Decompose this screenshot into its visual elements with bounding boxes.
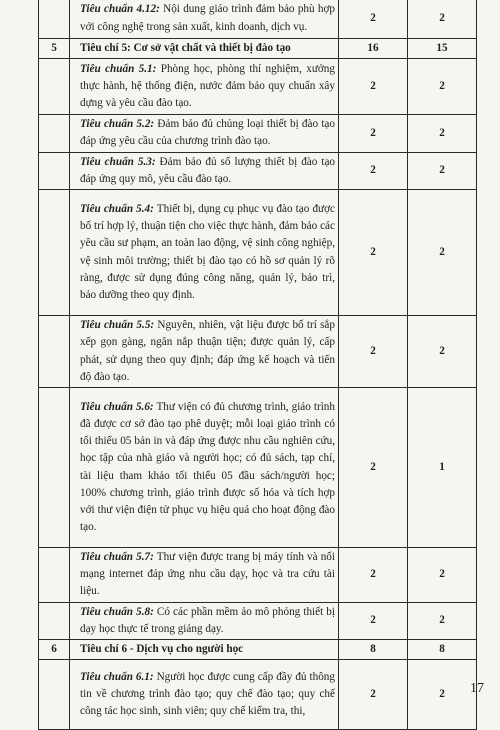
standard-row <box>39 0 477 39</box>
standard-text: Phòng học, phòng thí nghiệm, xưởng thực hành, hệ thống điện, nước đảm bảo quy chuẩn xây dựng và yêu cầu đào tạo. <box>80 62 335 110</box>
row-number <box>39 548 70 603</box>
criterion-title-text: Tiêu chí 5: Cơ sở vật chất và thiết bị đào tạo <box>80 42 291 54</box>
achieved-score: 1 <box>408 388 477 548</box>
row-number <box>39 388 70 548</box>
row-number: 6 <box>39 640 70 660</box>
standard-row <box>39 59 477 115</box>
achieved-score: 2 <box>408 0 477 39</box>
max-score: 16 <box>339 39 408 59</box>
standard-text: Nội dung giáo trình đảm bảo phù hợp với công nghệ trong sản xuất, kinh doanh, dịch vụ. <box>80 3 335 33</box>
standard-row <box>39 152 477 189</box>
standard-text: Thư viện có đủ chương trình, giáo trình đã được cơ sở đào tạo phê duyệt; mỗi loại giáo trình có tối thiểu 05 bản in và đáp ứng được nhu cầu nghiên cứu, học tập của nhà giáo và người học; có đủ sách, tạp chí, tài liệu tham khảo tối thiểu 05 đầu sách/người học; 100% chương trình, giáo trình được số hóa và tích hợp với thư viện điện tử phục vụ hiệu quả cho hoạt động đào tạo. <box>80 400 335 534</box>
max-score: 2 <box>339 316 408 388</box>
max-score: 2 <box>339 548 408 603</box>
standard-description <box>70 602 339 639</box>
criterion-title <box>70 640 339 660</box>
evaluation-table <box>38 0 477 730</box>
achieved-score: 8 <box>408 640 477 660</box>
standard-row <box>39 316 477 388</box>
row-number <box>39 59 70 115</box>
standard-description <box>70 115 339 152</box>
standard-description <box>70 548 339 603</box>
row-number <box>39 115 70 152</box>
max-score: 2 <box>339 602 408 639</box>
standard-text: Đảm bảo đủ số lượng thiết bị đào tạo đáp ứng quy mô, yêu cầu đào tạo. <box>80 155 336 185</box>
max-score: 2 <box>339 59 408 115</box>
achieved-score: 2 <box>408 59 477 115</box>
standard-text: Có các phần mềm ảo mô phỏng thiết bị dạy học thực tế trong giảng dạy. <box>80 605 335 635</box>
row-number <box>39 602 70 639</box>
achieved-score: 2 <box>408 602 477 639</box>
criterion-title <box>70 39 339 59</box>
standard-row <box>39 115 477 152</box>
max-score: 2 <box>339 190 408 316</box>
standard-description <box>70 660 339 730</box>
standard-row <box>39 660 477 730</box>
standard-description <box>70 59 339 115</box>
standard-code: Tiêu chuẩn 5.6: <box>80 400 154 413</box>
row-number <box>39 152 70 189</box>
standard-code: Tiêu chuẩn 5.4: <box>80 202 154 215</box>
achieved-score: 2 <box>408 660 477 730</box>
standard-row <box>39 190 477 316</box>
max-score: 2 <box>339 115 408 152</box>
standard-code: Tiêu chuẩn 5.5: <box>80 319 155 332</box>
achieved-score: 2 <box>408 190 477 316</box>
standard-code: Tiêu chuẩn 6.1: <box>80 670 154 683</box>
standard-description <box>70 190 339 316</box>
standard-text: Thư viện được trang bị máy tính và nối mạng internet đáp ứng nhu cầu dạy, học và tra cứu tài liệu. <box>80 551 335 598</box>
criterion-title-text: Tiêu chí 6 - Dịch vụ cho người học <box>80 643 244 656</box>
standard-code: Tiêu chuẩn 5.3: <box>80 155 156 168</box>
row-number <box>39 190 70 316</box>
standard-description <box>70 388 339 548</box>
standard-code: Tiêu chuẩn 5.8: <box>80 605 154 618</box>
standard-row <box>39 388 477 548</box>
standard-row <box>39 548 477 603</box>
achieved-score: 2 <box>408 316 477 388</box>
standard-text: Nguyên, nhiên, vật liệu được bố trí sắp xếp gọn gàng, ngăn nắp thuận tiện; được quản lý, cấp phát, sử dụng theo quy định; đáp ứng kế hoạch và tiến độ đào tạo. <box>80 319 335 383</box>
achieved-score: 2 <box>408 115 477 152</box>
standard-code: Tiêu chuẩn 4.12: <box>80 3 160 16</box>
standard-row <box>39 602 477 639</box>
standard-code: Tiêu chuẩn 5.7: <box>80 551 154 564</box>
standard-text: Thiết bị, dụng cụ phục vụ đào tạo được bố trí hợp lý, thuận tiện cho việc thực hành, đảm bảo các yêu cầu sư phạm, an toàn lao động, vệ sinh công nghiệp, vệ sinh môi trường; thiết bị đào tạo có hồ sơ quản lý rõ ràng, được sử dụng đúng công năng, quản lý, bảo trì, bảo dưỡng theo quy định. <box>80 202 335 301</box>
row-number <box>39 316 70 388</box>
achieved-score: 2 <box>408 152 477 189</box>
standard-text: Đảm bảo đủ chủng loại thiết bị đào tạo đáp ứng yêu cầu của chương trình đào tạo. <box>80 118 335 148</box>
max-score: 2 <box>339 0 408 39</box>
standard-description <box>70 316 339 388</box>
max-score: 2 <box>339 660 408 730</box>
standard-code: Tiêu chuẩn 5.2: <box>80 118 155 131</box>
max-score: 2 <box>339 152 408 189</box>
criterion-row <box>39 39 477 59</box>
row-number: 5 <box>39 39 70 59</box>
max-score: 8 <box>339 640 408 660</box>
standard-description <box>70 152 339 189</box>
standard-description <box>70 0 339 39</box>
page-number: 17 <box>470 681 484 696</box>
standard-text: Người học được cung cấp đầy đủ thông tin về chương trình đào tạo; quy chế đào tạo; quy chế công tác học sinh, sinh viên; quy chế kiểm tra, thi, <box>80 670 335 718</box>
standard-code: Tiêu chuẩn 5.1: <box>80 62 157 75</box>
row-number <box>39 0 70 39</box>
max-score: 2 <box>339 388 408 548</box>
achieved-score: 2 <box>408 548 477 603</box>
criterion-row <box>39 640 477 660</box>
row-number <box>39 660 70 730</box>
achieved-score: 15 <box>408 39 477 59</box>
